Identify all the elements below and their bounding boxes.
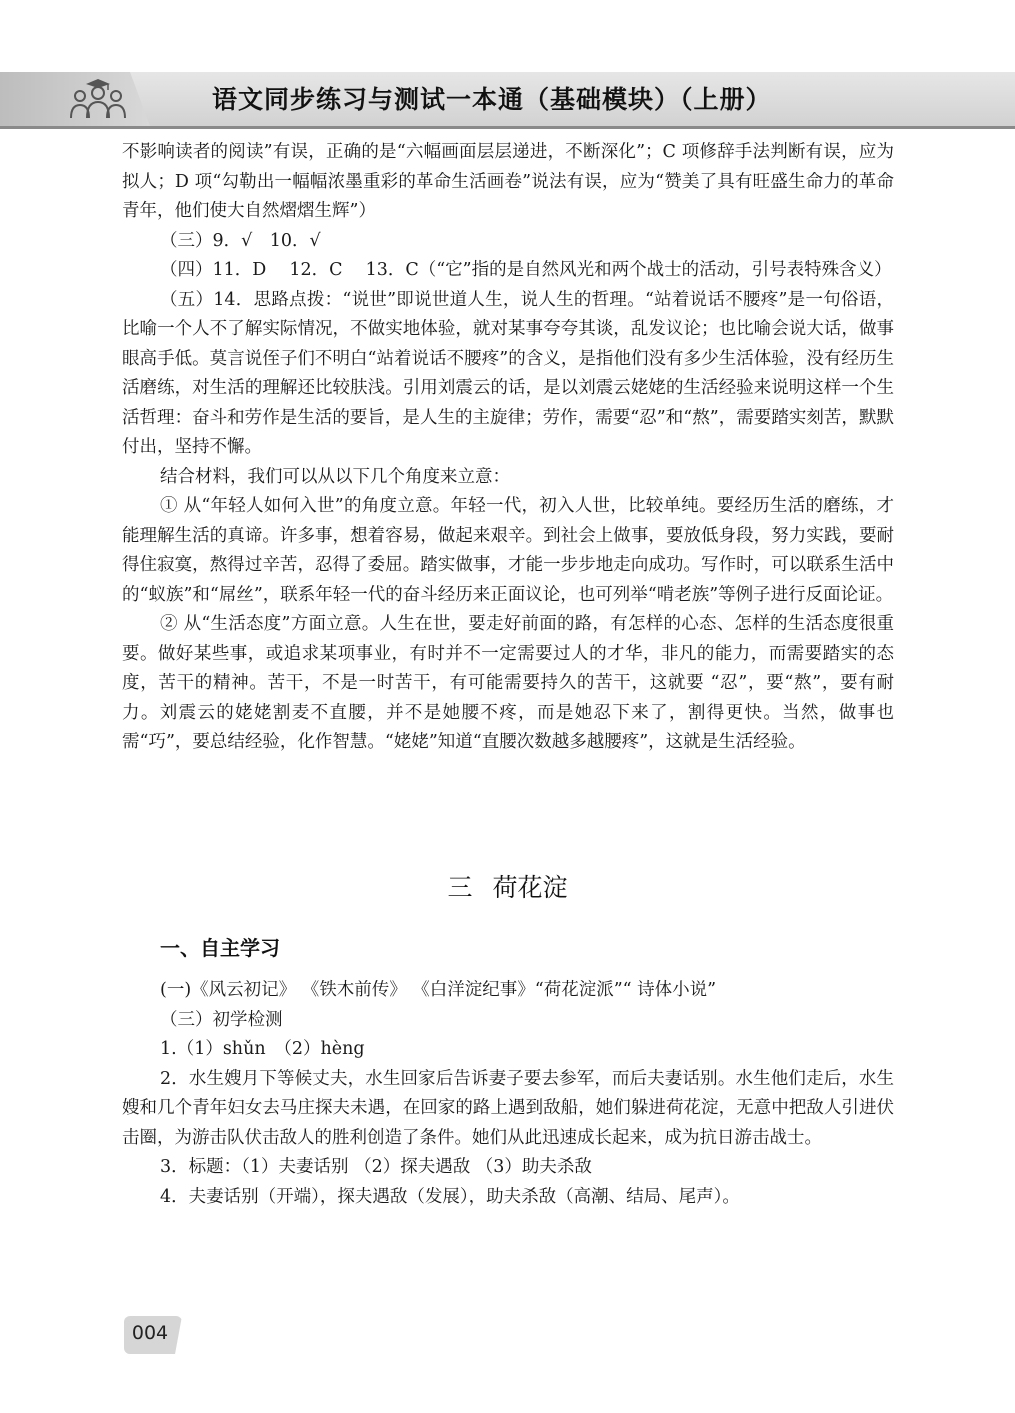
paragraph: ① 从“年轻人如何入世”的角度立意。年轻一代，初入人世，比较单纯。要经历生活的磨练，才能理解生活的真谛。许多事，想着容易，做起来艰辛。到社会上做事，要放低身段，努力实践，要耐得住寂寞，熬得过辛苦，忍得了委屈。踏实做事，才能一步步地走向成功。写作时，可以联系生活中的“蚁族”和“屌丝”，联系年轻一代的奋斗经历来正面议论，也可列举“啃老族”等例子进行反面论证。 xyxy=(122,496,894,605)
chapter-heading xyxy=(0,868,1015,904)
chapter-title: 荷花淀 xyxy=(492,873,568,902)
header-rule xyxy=(0,126,1015,129)
paragraph: （三）初学检测 xyxy=(160,1009,283,1030)
paragraph: 结合材料，我们可以从以下几个角度来立意： xyxy=(160,466,510,487)
page-number: 004 xyxy=(131,1322,169,1344)
paragraph: (一)《风云初记》 《铁木前传》 《白洋淀纪事》“荷花淀派”“ 诗体小说” xyxy=(160,980,717,1000)
page-header xyxy=(0,72,1015,126)
paragraph: （四）11．D 12．C 13．C（“它”指的是自然风光和两个战士的活动，引号表特殊含义） xyxy=(160,260,892,280)
page-number-badge xyxy=(124,1316,182,1354)
answer-content xyxy=(122,138,894,758)
section-content xyxy=(122,976,894,1212)
paragraph: （三）9．√ 10．√ xyxy=(160,230,321,251)
paragraph: 不影响读者的阅读”有误，正确的是“六幅画面层层递进，不断深化”；C 项修辞手法判断有误，应为拟人；D 项“勾勒出一幅幅浓墨重彩的革命生活画卷”说法有误，应为“赞美了具有旺盛生命力的革命青年，他们使大自然熠熠生辉”） xyxy=(122,142,894,221)
chapter-number: 三 xyxy=(447,873,473,902)
paragraph: 1.（1）shǔn （2）hèng xyxy=(160,1039,365,1059)
paragraph: 3．标题：（1）夫妻话别 （2）探夫遇敌 （3）助夫杀敌 xyxy=(160,1157,592,1177)
paragraph: （五）14．思路点拨：“说世”即说世道人生，说人生的哲理。“站着说话不腰疼”是一句俗语，比喻一个人不了解实际情况，不做实地体验，就对某事夸夸其谈，乱发议论；也比喻会说大话，做事眼高手低。莫言说侄子们不明白“站着说话不腰疼”的含义，是指他们没有多少生活体验，没有经历生活磨练，对生活的理解还比较肤浅。引用刘震云的话，是以刘震云姥姥的生活经验来说明这样一个生活哲理：奋斗和劳作是生活的要旨，是人生的主旋律；劳作，需要“忍”和“熬”，需要踏实刻苦，默默付出，坚持不懈。 xyxy=(122,289,894,457)
section-heading: 一、自主学习 xyxy=(160,936,280,960)
graduates-icon xyxy=(68,76,128,122)
paragraph: 2．水生嫂月下等候丈夫，水生回家后告诉妻子要去参军，而后夫妻话别。水生他们走后，水生嫂和几个青年妇女去马庄探夫未遇，在回家的路上遇到敌船，她们躲进荷花淀，无意中把敌人引进伏击圈，为游击队伏击敌人的胜利创造了条件。她们从此迅速成长起来，成为抗日游击战士。 xyxy=(122,1068,894,1148)
paragraph: ② 从“生活态度”方面立意。人生在世，要走好前面的路，有怎样的心态、怎样的生活态度很重要。做好某些事，或追求某项事业，有时并不一定需要过人的才华，非凡的能力，而需要踏实的态度，苦干的精神。苦干，不是一时苦干，有可能需要持久的苦干，这就要 “忍”，要“熬”，要有耐力。刘震云的姥姥割麦不直腰，并不是她腰不疼，而是她忍下来了，割得更快。当然，做事也需“巧”，要总结经验，化作智慧。“姥姥”知道“直腰次数越多越腰疼”，这就是生活经验。 xyxy=(122,614,894,752)
book-title: 语文同步练习与测试一本通（基础模块）（上册） xyxy=(212,85,772,114)
paragraph: 4．夫妻话别（开端），探夫遇敌（发展），助夫杀敌（高潮、结局、尾声）。 xyxy=(160,1186,740,1207)
